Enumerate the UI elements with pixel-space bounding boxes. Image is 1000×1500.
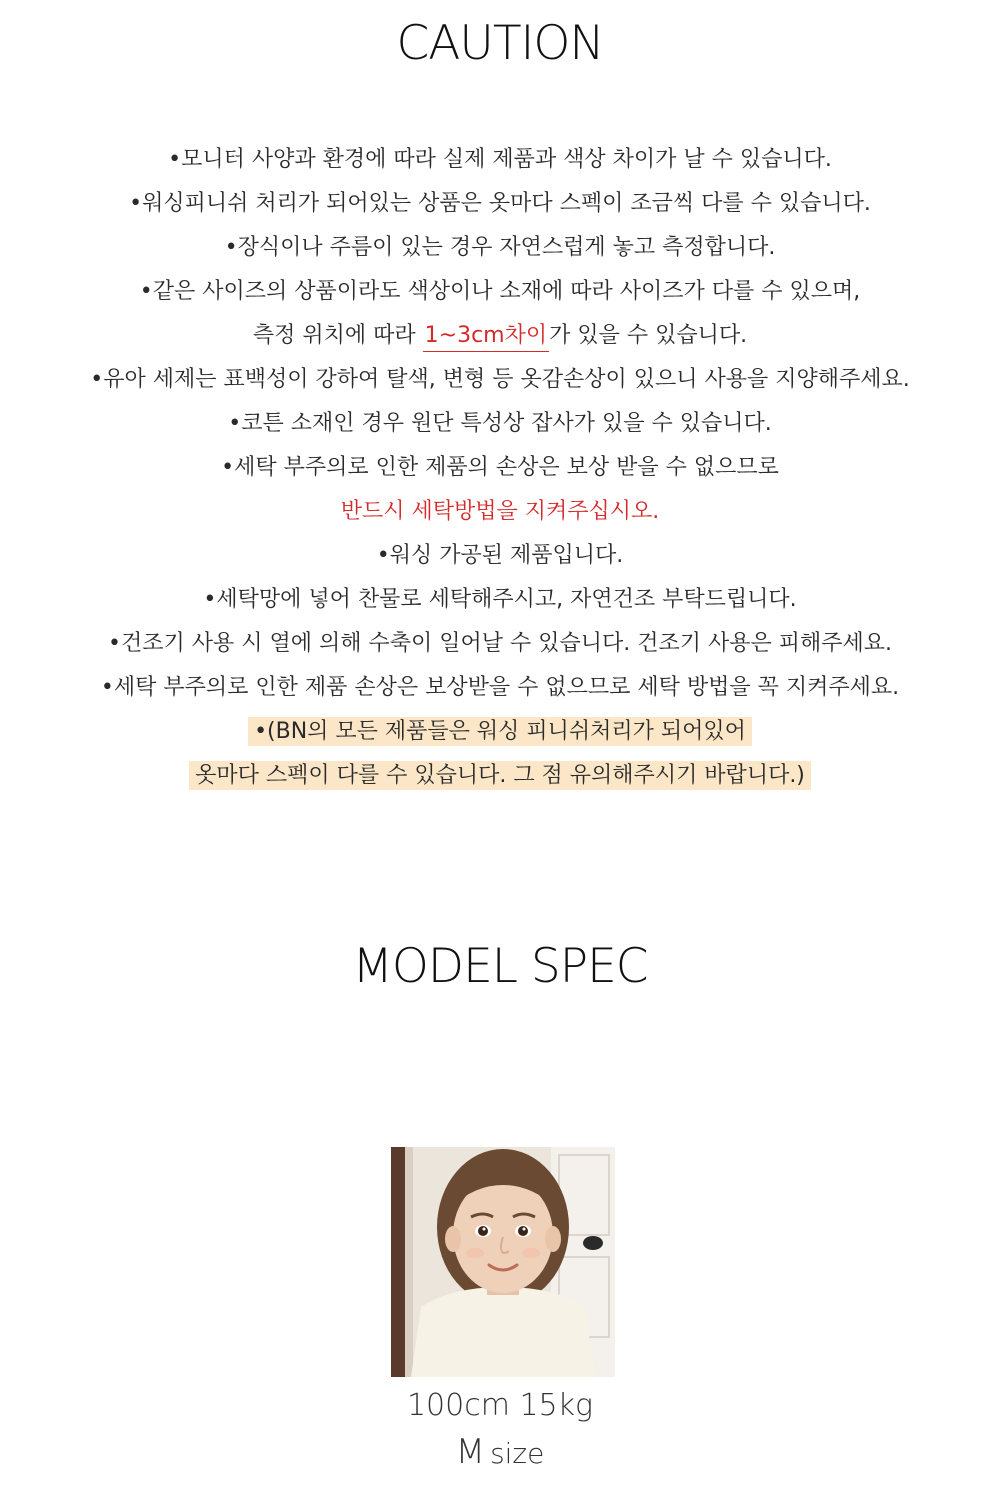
highlighted-note: 옷마다 스펙이 다를 수 있습니다. 그 점 유의해주시기 바랍니다.)	[189, 761, 811, 790]
caution-item: •유아 세제는 표백성이 강하여 탈색, 변형 등 옷감손상이 있으니 사용을 지양해주세요.	[90, 367, 910, 392]
caution-item: •워싱 가공된 제품입니다.	[376, 543, 624, 568]
caution-item: •장식이나 주름이 있는 경우 자연스럽게 놓고 측정합니다.	[224, 235, 776, 260]
highlighted-note: •(BN의 모든 제품들은 워싱 피니쉬처리가 되어있어	[248, 717, 752, 746]
caution-item: •같은 사이즈의 상품이라도 색상이나 소재에 따라 사이즈가 다를 수 있으며,	[139, 279, 861, 304]
model-spec-title: MODEL SPEC	[352, 939, 648, 994]
caution-item: •세탁 부주의로 인한 제품의 손상은 보상 받을 수 없으므로	[221, 455, 779, 480]
caution-item: •코튼 소재인 경우 원단 특성상 잡사가 있을 수 있습니다.	[228, 411, 772, 436]
model-size	[0, 1430, 1000, 1480]
measure-text-before: 측정 위치에 따라	[252, 323, 423, 348]
caution-highlight-line	[0, 710, 1000, 754]
caution-item: •워싱피니쉬 처리가 되어있는 상품은 옷마다 스펙이 조금씩 다를 수 있습니다.	[129, 191, 871, 216]
caution-list	[0, 138, 1000, 798]
caution-title: CAUTION	[396, 16, 604, 71]
model-measurements: 100cm 15kg	[406, 1388, 594, 1423]
measure-difference-highlight: 1~3cm차이	[423, 321, 549, 352]
caution-warning-red: 반드시 세탁방법을 지켜주십시오.	[340, 499, 660, 524]
caution-highlight-line	[0, 754, 1000, 798]
caution-item: •건조기 사용 시 열에 의해 수축이 일어날 수 있습니다. 건조기 사용은 피해주세요.	[108, 631, 892, 656]
size-letter: M	[455, 1432, 485, 1472]
caution-item: •세탁망에 넣어 찬물로 세탁해주시고, 자연건조 부탁드립니다.	[203, 587, 797, 612]
caution-item-measure	[0, 314, 1000, 358]
size-word: size	[490, 1437, 545, 1470]
measure-text-after: 가 있을 수 있습니다.	[549, 323, 748, 348]
caution-item: •모니터 사양과 환경에 따라 실제 제품과 색상 차이가 날 수 있습니다.	[168, 147, 832, 172]
model-photo	[391, 1147, 615, 1377]
caution-item: •세탁 부주의로 인한 제품 손상은 보상받을 수 없으므로 세탁 방법을 꼭 지켜주세요.	[100, 675, 900, 700]
